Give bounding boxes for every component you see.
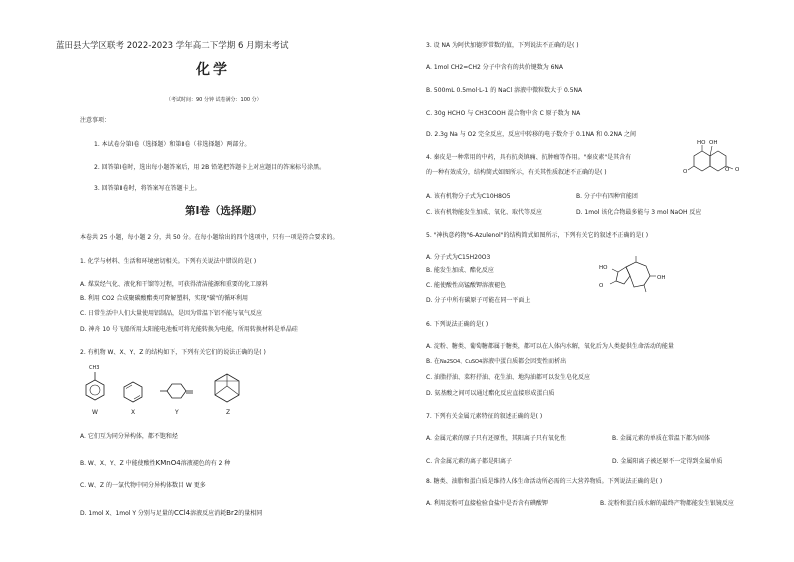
question-stem: 2. 有机物 W、X、Y、Z 的结构如下，下列有关它们的说法正确的是( ) — [80, 349, 266, 356]
section-intro: 本卷共 25 小题，每小题 2 分，共 50 分。在每小题给出的四个选项中，只有一项是符合要求的。 — [80, 234, 339, 241]
option-a: A. 煤炭经气化、液化和干馏等过程，可获得清洁能源和重要的化工原料 — [80, 281, 268, 288]
question-stem: 4. 秦皮是一种常用的中药，具有抗炎镇痛、抗肿瘤等作用。"秦皮素"是其含有 — [426, 154, 632, 161]
question-stem: 1. 化学与材料、生活和环境密切相关。下列有关说法中错误的是( ) — [80, 258, 257, 265]
option-d: D. 金属阳离子被还原不一定得到金属单质 — [612, 458, 723, 465]
structure-z-cage — [212, 372, 242, 404]
hydroxyl-label: HO — [697, 140, 706, 146]
notice-heading: 注意事项： — [80, 117, 111, 124]
structure-label: Z — [226, 409, 231, 416]
question-stem: 8. 糖类、油脂和蛋白质是维持人体生命活动所必需的三大营养物质。下列说法正确的是( ) — [426, 478, 663, 485]
option-a: A. 淀粉、糖类、葡萄糖都属于糖类，都可以在人体内水解，氧化后为人类提供生命活动的能量 — [426, 343, 674, 350]
option-c: C. 能使酸性高锰酸钾溶液褪色 — [426, 282, 507, 289]
option-b: B. 金属元素的单质在常温下都为固体 — [612, 435, 710, 442]
option-b: B. 淀粉和蛋白质水解的最终产物都能发生银镜反应 — [600, 500, 734, 507]
structure-y-methylenecyclohexene — [160, 381, 196, 401]
option-d: D. 1mol X、1mol Y 分别与足量的CCl4溶液反应消耗Br2的量相同 — [80, 509, 263, 517]
ch3-label: CH3 — [89, 365, 100, 371]
subject-title: 化学 — [196, 62, 230, 78]
notice-item: 2. 回答第Ⅰ卷时，选出每小题答案后，用 2B 铅笔把答题卡上对应题目的答案标号涂黑。 — [94, 164, 326, 171]
structure-x-cyclohexadiene — [122, 380, 144, 404]
option-a: A. 分子式为C15H20O3 — [426, 254, 491, 261]
section-title: 第Ⅰ卷（选择题） — [185, 205, 263, 217]
option-d: D. 神舟 10 号飞船所用太阳能电池板可将光能转换为电能，所用转换材料是单晶硅 — [80, 326, 298, 333]
option-d: D. 氨基酸之间可以通过酯化反应直接形成蛋白质 — [426, 390, 555, 397]
option-b: B. W、X、Y、Z 中能使酸性KMnO4溶液褪色的有 2 种 — [80, 459, 231, 467]
option-c: C. 油脂抒油、菜籽抒油、花生油、地沟油都可以发生皂化反应 — [426, 374, 591, 381]
ketone-oxygen-label: O — [599, 283, 604, 289]
methoxy-oxygen-label: O — [683, 169, 688, 175]
option-c: C. 含金属元素的离子都是阳离子 — [426, 458, 513, 465]
option-a: A. 利用淀粉可直接检验食盐中是否含有碘酸钾 — [426, 500, 548, 507]
option-a: A. 1mol CH2=CH2 分子中含有的共价键数为 6NA — [426, 64, 564, 71]
option-c: C. W、Z 的一氯代物中同分异构体数目 W 更多 — [80, 482, 206, 489]
structure-label: X — [131, 409, 136, 416]
hydroxyl-label: OH — [657, 275, 666, 281]
exam-meta: （考试时间：90 分钟 试卷满分：100 分） — [166, 97, 262, 103]
option-d: D. 1mol 该化合物最多能与 3 mol NaOH 反应 — [576, 209, 702, 216]
ring-oxygen-label: O — [725, 167, 730, 173]
option-c: C. 30g HCHO 与 CH3COOH 混合物中含 C 原子数为 NA — [426, 110, 581, 117]
option-c: C. 该有机物能发生加成、氧化、取代等反应 — [426, 209, 543, 216]
hydroxyl-label: OH — [709, 140, 718, 146]
option-a: A. 该有机物分子式为C10H8O5 — [426, 193, 511, 200]
option-b: B. 500mL 0.5mol·L-1 的 NaCl 溶液中微粒数大于 0.5NA — [426, 87, 583, 94]
option-d: D. 分子中所有碳原子可能在同一平面上 — [426, 297, 531, 304]
question-stem: 6. 下列说法正确的是( ) — [426, 321, 489, 328]
question-stem: 的一种有效成分，结构简式如图所示，有关其性质叙述不正确的是( ) — [426, 169, 607, 176]
option-b: B. 在Na2SO4、CuSO4溶液中蛋白质都会因变性而析出 — [426, 358, 567, 365]
option-c: C. 日常生活中人们大量使用铝制品，是因为常温下铝不能与氧气反应 — [80, 310, 263, 317]
structure-label: Y — [175, 409, 179, 416]
hydroxyl-label: HO — [599, 265, 608, 271]
carbonyl-oxygen-label: O — [735, 167, 740, 173]
option-a: A. 它们互为同分异构体，都不饱和烃 — [80, 433, 178, 440]
option-d: D. 2.3g Na 与 O2 完全反应，反应中转移的电子数介于 0.1NA 和 0.2NA 之间 — [426, 131, 637, 138]
structure-label: W — [92, 409, 98, 416]
notice-item: 3. 回答第Ⅱ卷时，将答案写在答题卡上。 — [94, 185, 201, 192]
question-stem: 5. "神执意药物"6-Azulenol"的结构简式如图所示，下列有关它的叙述不正确的是( ) — [426, 232, 649, 239]
option-b: B. 利用 CO2 合成聚碳酸酯类可降解塑料，实现"碳"的循环利用 — [80, 295, 248, 302]
option-b: B. 分子中有四种官能团 — [576, 193, 638, 200]
question-stem: 3. 设 NA 为阿伏加德罗常数的值，下列说法不正确的是( ) — [426, 42, 579, 49]
exam-title: 蓝田县大学区联考 2022-2023 学年高二下学期 6 月期末考试 — [56, 41, 289, 51]
option-b: B. 能发生加成、酯化反应 — [426, 267, 494, 274]
notice-item: 1. 本试卷分第Ⅰ卷（选择题）和第Ⅱ卷（非选择题）两部分。 — [94, 141, 251, 148]
option-a: A. 金属元素的原子只有还原性，其阳离子只有氧化性 — [426, 435, 566, 442]
structure-w-toluene — [84, 372, 106, 412]
question-stem: 7. 下列有关金属元素特征的叙述正确的是( ) — [426, 413, 543, 420]
